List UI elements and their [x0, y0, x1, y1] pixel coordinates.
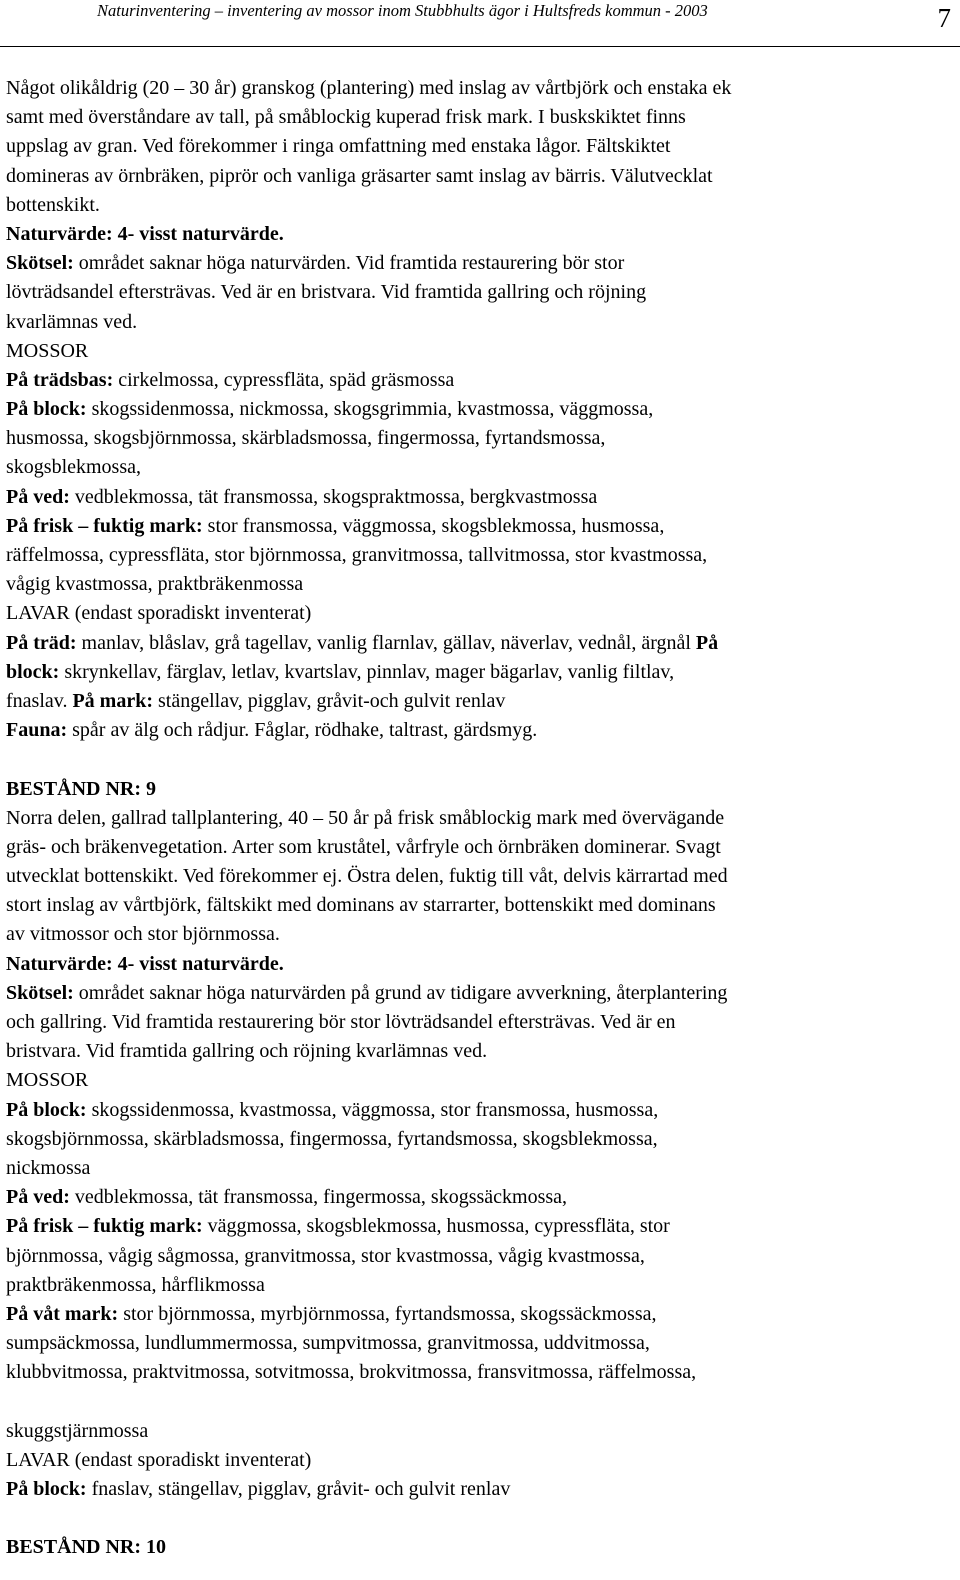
block-line	[6, 395, 952, 424]
text-line: skuggstjärnmossa	[6, 1419, 149, 1442]
spacer	[6, 1504, 952, 1533]
page-header	[0, 0, 960, 47]
fauna-line	[6, 716, 952, 745]
ved-label: På ved:	[6, 485, 70, 508]
block-lav-text: skrynkellav, färglav, letlav, kvartslav, pinnlav, mager bägarlav, vanlig filtlav,	[59, 660, 675, 683]
text-line: skogsblekmossa,	[6, 456, 141, 479]
ved-line	[6, 483, 952, 512]
text-line: utvecklat bottenskikt. Ved förekommer ej. Östra delen, fuktig till våt, delvis kärrartad med	[6, 865, 728, 888]
text-line: uppslag av gran. Ved förekommer i ringa omfattning med enstaka lågor. Fältskiktet	[6, 135, 671, 158]
naturvarde-line	[6, 220, 952, 249]
bestand-heading	[6, 1533, 952, 1562]
naturvarde-text: Naturvärde: 4- visst naturvärde.	[6, 222, 284, 245]
lavar-line	[6, 599, 952, 628]
mossor-heading: MOSSOR	[6, 1069, 89, 1092]
block-lav-label-b: block:	[6, 660, 60, 683]
text-line: av vitmossor och stor björnmossa.	[6, 923, 280, 946]
block-lav-label-a: På	[695, 631, 719, 654]
text-line: Norra delen, gallrad tallplantering, 40 – 50 år på frisk småblockig mark med övervägande	[6, 806, 725, 829]
text-line: gräs- och bräkenvegetation. Arter som kruståtel, vårfryle och örnbräken dominerar. Svagt	[6, 835, 721, 858]
text-line: bottenskikt.	[6, 193, 100, 216]
document-body	[6, 74, 952, 1563]
block-lav-line	[6, 658, 952, 687]
fauna-label: Fauna:	[6, 719, 68, 742]
text-line: husmossa, skogsbjörnmossa, skärbladsmossa, fingermossa, fyrtandsmossa,	[6, 427, 606, 450]
block-lav-label: På block:	[6, 1478, 87, 1500]
skotsel-line	[6, 249, 952, 278]
frisk-label: På frisk – fuktig mark:	[6, 514, 203, 537]
tradsbas-label: På trädsbas:	[6, 368, 114, 391]
text-line: och gallring. Vid framtida restaurering bör stor lövträdsandel eftersträvas. Ved är en	[6, 1011, 676, 1033]
block-label: På block:	[6, 398, 87, 421]
header-title: Naturinventering – inventering av mossor inom Stubbhults ägor i Hultsfreds kommun - 2003	[97, 1, 708, 20]
skotsel-line	[6, 979, 952, 1008]
block-lav-line	[6, 1475, 952, 1504]
mark-text: stängellav, pigglav, gråvit-och gulvit renlav	[153, 689, 506, 712]
skotsel-text: området saknar höga naturvärden. Vid framtida restaurering bör stor	[73, 252, 625, 275]
text-line: björnmossa, vågig sågmossa, granvitmossa, stor kvastmossa, vågig kvastmossa,	[6, 1244, 645, 1267]
text-line: nickmossa	[6, 1156, 91, 1179]
frisk-line	[6, 512, 952, 541]
lavar-heading: LAVAR	[6, 1448, 70, 1471]
text-line: vågig kvastmossa, praktbräkenmossa	[6, 573, 304, 596]
fnaslav-text: fnaslav.	[6, 689, 73, 712]
block-label: På block:	[6, 1098, 87, 1121]
bestand-heading	[6, 775, 952, 804]
vat-label: På våt mark:	[6, 1302, 119, 1325]
bestand-9-title: BESTÅND NR: 9	[6, 777, 157, 800]
text-line: räffelmossa, cypressfläta, stor björnmossa, granvitmossa, tallvitmossa, stor kvastmossa,	[6, 544, 708, 566]
lavar-note: (endast sporadiskt inventerat)	[69, 1448, 312, 1471]
naturvarde-text: Naturvärde: 4- visst naturvärde.	[6, 952, 284, 975]
lavar-heading: LAVAR	[6, 602, 70, 625]
vat-text: stor björnmossa, myrbjörnmossa, fyrtandsmossa, skogssäckmossa,	[118, 1302, 657, 1325]
mossor-heading: MOSSOR	[6, 339, 89, 362]
trad-text: manlav, blåslav, grå tagellav, vanlig flarnlav, gällav, näverlav, vednål, ärgnål	[76, 631, 696, 654]
block-text: skogssidenmossa, kvastmossa, väggmossa, stor fransmossa, husmossa,	[86, 1098, 659, 1121]
text-line: Något olikåldrig (20 – 30 år) granskog (plantering) med inslag av vårtbjörk och enstaka ek	[6, 77, 732, 99]
frisk-text: stor fransmossa, väggmossa, skogsblekmossa, husmossa,	[202, 514, 665, 537]
bestand-10-title: BESTÅND NR: 10	[6, 1536, 167, 1559]
text-line: samt med överståndare av tall, på småblockig kuperad frisk mark. I buskskiktet finns	[6, 106, 686, 129]
mark-line	[6, 687, 952, 716]
lavar-note: (endast sporadiskt inventerat)	[69, 602, 312, 625]
tradsbas-text: cirkelmossa, cypressfläta, späd gräsmossa	[113, 368, 455, 391]
page-number: 7	[937, 3, 951, 33]
spacer	[6, 1387, 952, 1416]
text-line: skogsbjörnmossa, skärbladsmossa, fingermossa, fyrtandsmossa, skogsblekmossa,	[6, 1127, 658, 1150]
trad-label: På träd:	[6, 631, 77, 654]
block-lav-text: fnaslav, stängellav, pigglav, gråvit- och gulvit renlav	[86, 1478, 511, 1500]
mark-label: På mark:	[72, 689, 154, 712]
stand-description	[6, 74, 952, 220]
spacer	[6, 745, 952, 774]
ved-text: vedblekmossa, tät fransmossa, fingermossa, skogssäckmossa,	[69, 1186, 568, 1209]
ved-line	[6, 1183, 952, 1212]
block-line	[6, 1096, 952, 1125]
ved-label: På ved:	[6, 1186, 70, 1209]
fauna-text: spår av älg och rådjur. Fåglar, rödhake, taltrast, gärdsmyg.	[67, 719, 538, 742]
frisk-text: väggmossa, skogsblekmossa, husmossa, cypressfläta, stor	[202, 1215, 670, 1238]
skotsel-text: området saknar höga naturvärden på grund av tidigare avverkning, återplantering	[73, 981, 728, 1004]
text-line: domineras av örnbräken, piprör och vanliga gräsarter samt inslag av bärris. Välutvecklat	[6, 164, 713, 187]
text-line: stort inslag av vårtbjörk, fältskikt med dominans av starrarter, bottenskikt med dominans	[6, 894, 716, 917]
vat-line	[6, 1300, 952, 1329]
frisk-label: På frisk – fuktig mark:	[6, 1215, 203, 1238]
skotsel-label: Skötsel:	[6, 252, 74, 275]
text-line: sumpsäckmossa, lundlummermossa, sumpvitmossa, granvitmossa, uddvitmossa,	[6, 1332, 650, 1355]
lavar-line	[6, 1446, 952, 1475]
text-line: lövträdsandel eftersträvas. Ved är en bristvara. Vid framtida gallring och röjning	[6, 281, 647, 304]
trad-line	[6, 629, 952, 658]
naturvarde-line	[6, 950, 952, 979]
text-line: praktbräkenmossa, hårflikmossa	[6, 1273, 265, 1296]
skotsel-label: Skötsel:	[6, 981, 74, 1004]
block-text: skogssidenmossa, nickmossa, skogsgrimmia, kvastmossa, väggmossa,	[86, 398, 654, 421]
text-line: bristvara. Vid framtida gallring och röjning kvarlämnas ved.	[6, 1040, 488, 1063]
text-line: klubbvitmossa, praktvitmossa, sotvitmossa, brokvitmossa, fransvitmossa, räffelmossa,	[6, 1361, 697, 1384]
tradsbas-line	[6, 366, 952, 395]
text-line: kvarlämnas ved.	[6, 310, 138, 333]
ved-text: vedblekmossa, tät fransmossa, skogspraktmossa, bergkvastmossa	[69, 485, 598, 508]
frisk-line	[6, 1212, 952, 1241]
